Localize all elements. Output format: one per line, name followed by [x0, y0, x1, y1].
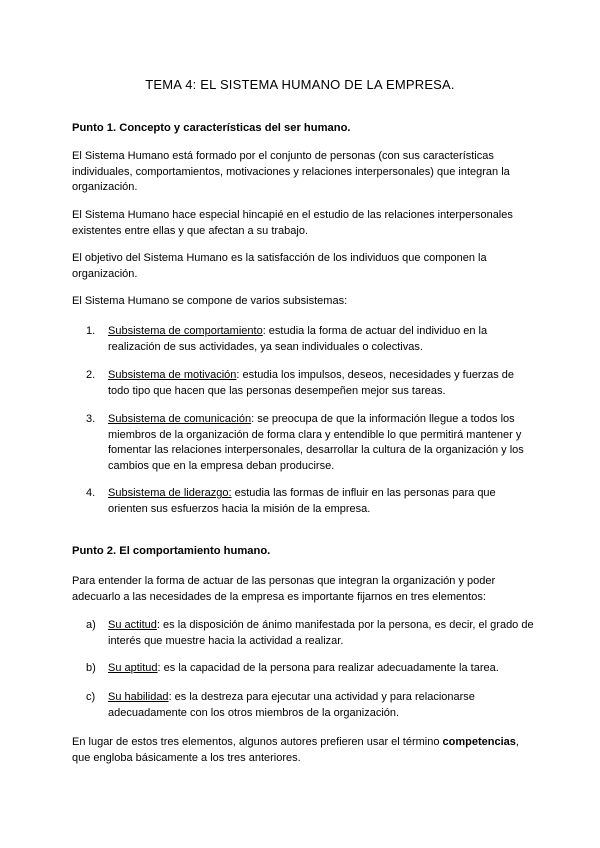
list-term: Subsistema de liderazgo:	[108, 487, 232, 499]
list-marker: c)	[86, 691, 96, 703]
list-marker: 1.	[86, 325, 96, 337]
section-1-heading: Punto 1. Concepto y características del ser humano.	[72, 122, 351, 134]
section-2-paragraph-1: Para entender la forma de actuar de las personas que integran la organización y poder adecuarlo a las necesidades de la empresa es importante fijarnos en tres elementos:	[72, 575, 496, 603]
section-1-paragraph-4: El Sistema Humano se compone de varios subsistemas:	[72, 295, 348, 307]
list-text: estudia las formas de influir en las personas para que orienten sus esfuerzos hacia la misión de la empresa.	[108, 487, 496, 515]
section-2-heading: Punto 2. El comportamiento humano.	[72, 545, 271, 557]
list-term: Subsistema de comportamiento	[108, 325, 263, 337]
list-term: Su aptitud	[108, 662, 158, 674]
list-marker: a)	[86, 619, 96, 631]
document-title: TEMA 4: EL SISTEMA HUMANO DE LA EMPRESA.	[145, 77, 455, 92]
list-term: Subsistema de comunicación	[108, 413, 252, 425]
list-marker: 2.	[86, 369, 96, 381]
list-text: : es la disposición de ánimo manifestada por la persona, es decir, el grado de interés que muestre hacia la actividad a realizar.	[108, 619, 534, 647]
list-marker: 4.	[86, 487, 96, 499]
section-1-paragraph-1: El Sistema Humano está formado por el conjunto de personas (con sus características individuales, comportamientos, motivaciones y relaciones interpersonales) que integran la organización.	[72, 150, 510, 193]
list-term: Su actitud	[108, 619, 157, 631]
list-marker: 3.	[86, 413, 96, 425]
list-text: : estudia la forma de actuar del individuo en la realización de sus actividades, ya sean individuales o colectivas.	[108, 325, 488, 353]
list-text: : se preocupa de que la información llegue a todos los miembros de la organización de forma clara y entendible lo que permitirá mantener y fomentar las relaciones interpersonales, desarrollar la cultura de la organización y los cambios que en la empresa deban producirse.	[108, 413, 524, 472]
list-term: Subsistema de motivación	[108, 369, 237, 381]
list-text: : es la destreza para ejecutar una actividad y para relacionarse adecuadamente con los otros miembros de la organización.	[108, 691, 475, 719]
list-term: Su habilidad	[108, 691, 169, 703]
list-marker: b)	[86, 662, 96, 674]
list-text: : es la capacidad de la persona para realizar adecuadamente la tarea.	[157, 662, 499, 674]
section-1-paragraph-2: El Sistema Humano hace especial hincapié en el estudio de las relaciones interpersonales existentes entre ellas y que afectan a su trabajo.	[72, 209, 513, 237]
section-2-closing-paragraph: En lugar de estos tres elementos, algunos autores prefieren usar el término competencias, que engloba básicamente a los tres anteriores.	[72, 736, 519, 764]
competencias-term: competencias	[442, 736, 516, 748]
section-1-paragraph-3: El objetivo del Sistema Humano es la satisfacción de los individuos que componen la organización.	[72, 252, 487, 280]
list-text: : estudia los impulsos, deseos, necesidades y fuerzas de todo tipo que hacen que las personas desempeñen mejor sus tareas.	[108, 369, 515, 397]
